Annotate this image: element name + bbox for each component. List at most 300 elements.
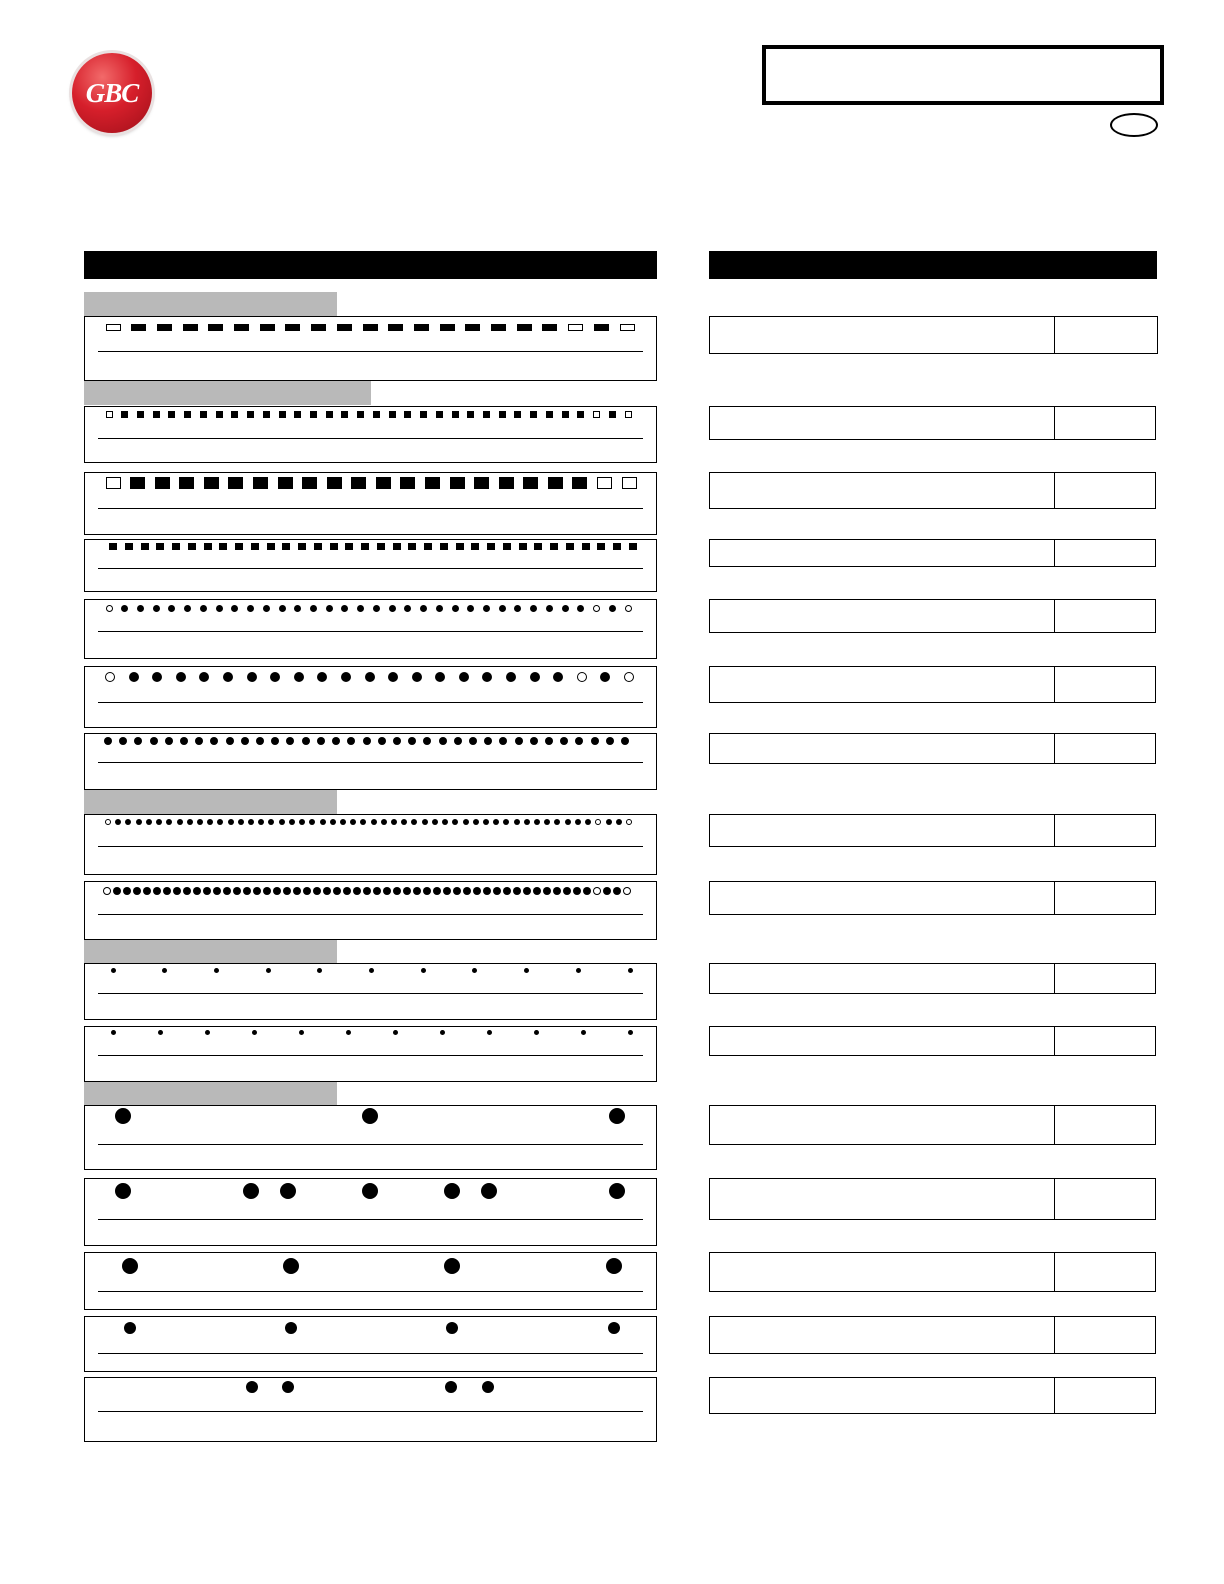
round-hole	[628, 968, 633, 973]
square-hole	[452, 411, 459, 418]
round-hole	[279, 605, 286, 612]
punch-pattern-box	[84, 472, 657, 535]
round-hole	[104, 737, 112, 745]
round-hole	[443, 887, 451, 895]
round-hole	[294, 672, 304, 682]
round-hole	[258, 819, 264, 825]
round-hole	[289, 819, 295, 825]
square-hole	[420, 411, 427, 418]
section-label-1	[84, 292, 337, 316]
square-hole	[278, 477, 293, 489]
round-hole	[373, 605, 380, 612]
open-square-hole	[597, 477, 612, 489]
round-hole	[530, 605, 537, 612]
round-hole	[162, 968, 167, 973]
square-hole	[247, 411, 254, 418]
round-hole	[393, 1030, 398, 1035]
round-hole	[467, 605, 474, 612]
open-round-hole	[105, 672, 115, 682]
round-hole	[563, 887, 571, 895]
round-hole	[119, 737, 127, 745]
round-hole	[609, 1108, 625, 1124]
round-hole	[369, 968, 374, 973]
square-hole	[546, 411, 553, 418]
round-hole	[183, 887, 191, 895]
round-hole	[423, 737, 431, 745]
round-hole	[487, 1030, 492, 1035]
square-hole	[183, 324, 198, 331]
pattern-rule-line	[98, 1219, 643, 1220]
pattern-code-box	[709, 1377, 1156, 1414]
round-hole	[439, 737, 447, 745]
code-box-divider	[1054, 1027, 1055, 1055]
round-hole	[412, 672, 422, 682]
round-hole	[365, 672, 375, 682]
square-hole	[534, 543, 542, 550]
round-hole	[411, 819, 417, 825]
punch-pattern-box	[84, 1178, 657, 1246]
round-hole	[195, 737, 203, 745]
open-square-hole	[625, 411, 632, 418]
round-hole	[226, 737, 234, 745]
open-round-hole	[106, 605, 113, 612]
round-hole	[273, 887, 281, 895]
round-hole	[152, 672, 162, 682]
round-hole	[200, 605, 207, 612]
square-hole	[523, 477, 538, 489]
square-hole	[345, 543, 353, 550]
pattern-code-box	[709, 1316, 1156, 1354]
round-hole	[263, 887, 271, 895]
round-hole	[121, 605, 128, 612]
round-hole	[534, 819, 540, 825]
square-hole	[263, 411, 270, 418]
square-hole	[337, 324, 352, 331]
round-hole	[513, 887, 521, 895]
round-hole	[177, 819, 183, 825]
square-hole	[577, 411, 584, 418]
round-hole	[343, 887, 351, 895]
round-hole	[575, 819, 581, 825]
round-hole	[136, 819, 142, 825]
round-hole	[294, 605, 301, 612]
square-hole	[436, 411, 443, 418]
square-hole	[499, 477, 514, 489]
punch-pattern-box	[84, 1105, 657, 1170]
square-hole	[204, 477, 219, 489]
round-hole	[514, 819, 520, 825]
logo-text: GBC	[85, 77, 139, 108]
round-hole	[389, 605, 396, 612]
round-hole	[473, 819, 479, 825]
round-hole	[283, 887, 291, 895]
punch-pattern-box	[84, 963, 657, 1020]
square-hole	[517, 324, 532, 331]
round-hole	[303, 887, 311, 895]
round-hole	[129, 672, 139, 682]
round-hole	[583, 887, 591, 895]
punch-pattern-box	[84, 1252, 657, 1310]
pattern-code-box	[709, 963, 1156, 994]
round-hole	[616, 819, 622, 825]
pattern-code-box	[709, 1252, 1156, 1292]
round-hole	[176, 672, 186, 682]
round-hole	[420, 605, 427, 612]
round-hole	[562, 605, 569, 612]
round-hole	[256, 737, 264, 745]
round-hole	[600, 672, 610, 682]
code-box-divider	[1054, 1106, 1055, 1144]
pattern-rule-line	[98, 914, 643, 915]
round-hole	[199, 672, 209, 682]
pattern-rule-line	[98, 1291, 643, 1292]
round-hole	[463, 819, 469, 825]
square-hole	[474, 477, 489, 489]
open-round-hole	[105, 819, 111, 825]
round-hole	[445, 1381, 457, 1393]
round-hole	[223, 887, 231, 895]
round-hole	[440, 1030, 445, 1035]
round-hole	[210, 737, 218, 745]
round-hole	[347, 737, 355, 745]
round-hole	[150, 737, 158, 745]
round-hole	[603, 887, 611, 895]
square-hole	[357, 411, 364, 418]
round-hole	[111, 968, 116, 973]
round-hole	[576, 968, 581, 973]
square-hole	[216, 411, 223, 418]
round-hole	[187, 819, 193, 825]
square-hole	[440, 324, 455, 331]
round-hole	[285, 1322, 297, 1334]
round-hole	[156, 819, 162, 825]
square-hole	[465, 324, 480, 331]
square-hole	[550, 543, 558, 550]
round-hole	[554, 819, 560, 825]
square-hole	[548, 477, 563, 489]
round-hole	[577, 605, 584, 612]
round-hole	[609, 1183, 625, 1199]
square-hole	[389, 411, 396, 418]
round-hole	[317, 672, 327, 682]
round-hole	[446, 1322, 458, 1334]
square-hole	[613, 543, 621, 550]
round-hole	[530, 737, 538, 745]
square-hole	[572, 477, 587, 489]
round-hole	[533, 887, 541, 895]
pattern-code-box	[709, 539, 1156, 567]
code-box-divider	[1054, 667, 1055, 702]
round-hole	[146, 819, 152, 825]
square-hole	[456, 543, 464, 550]
square-hole	[302, 477, 317, 489]
round-hole	[286, 737, 294, 745]
right-column-header	[709, 251, 1157, 279]
code-box-divider	[1054, 540, 1055, 566]
square-hole	[184, 411, 191, 418]
round-hole	[585, 819, 591, 825]
open-round-hole	[626, 819, 632, 825]
round-hole	[493, 887, 501, 895]
pattern-rule-line	[98, 508, 643, 509]
round-hole	[333, 887, 341, 895]
round-hole	[214, 968, 219, 973]
round-hole	[252, 1030, 257, 1035]
round-hole	[203, 887, 211, 895]
pattern-rule-line	[98, 702, 643, 703]
square-hole	[231, 411, 238, 418]
round-hole	[205, 1030, 210, 1035]
round-hole	[483, 605, 490, 612]
square-hole	[414, 324, 429, 331]
round-hole	[228, 819, 234, 825]
round-hole	[444, 1258, 460, 1274]
square-hole	[376, 477, 391, 489]
square-hole	[542, 324, 557, 331]
round-hole	[609, 605, 616, 612]
round-hole	[432, 819, 438, 825]
round-hole	[503, 887, 511, 895]
round-hole	[115, 819, 121, 825]
code-box-divider	[1054, 734, 1055, 763]
round-hole	[243, 887, 251, 895]
round-hole	[452, 605, 459, 612]
open-round-hole	[595, 819, 601, 825]
round-hole	[573, 887, 581, 895]
open-round-hole	[623, 887, 631, 895]
pattern-code-box	[709, 472, 1156, 509]
round-hole	[243, 1183, 259, 1199]
square-hole	[408, 543, 416, 550]
pattern-rule-line	[98, 762, 643, 763]
punch-pattern-box	[84, 1377, 657, 1442]
round-hole	[163, 887, 171, 895]
round-hole	[393, 887, 401, 895]
punch-pattern-box	[84, 814, 657, 875]
code-box-divider	[1054, 473, 1055, 508]
pattern-rule-line	[98, 846, 643, 847]
square-hole	[311, 324, 326, 331]
round-hole	[216, 605, 223, 612]
code-box-divider	[1054, 882, 1055, 914]
square-hole	[467, 411, 474, 418]
round-hole	[362, 1183, 378, 1199]
round-hole	[530, 672, 540, 682]
gbc-logo	[72, 53, 152, 133]
round-hole	[125, 819, 131, 825]
punch-pattern-box	[84, 539, 657, 592]
pattern-code-box	[709, 406, 1156, 440]
pattern-rule-line	[98, 1411, 643, 1412]
square-hole	[388, 324, 403, 331]
round-hole	[362, 1108, 378, 1124]
round-hole	[184, 605, 191, 612]
square-hole	[228, 477, 243, 489]
square-hole	[562, 411, 569, 418]
round-hole	[483, 887, 491, 895]
round-hole	[283, 1258, 299, 1274]
square-hole	[393, 543, 401, 550]
round-hole	[534, 1030, 539, 1035]
square-hole	[219, 543, 227, 550]
round-hole	[545, 737, 553, 745]
round-hole	[310, 605, 317, 612]
section-label-4	[84, 940, 337, 964]
round-hole	[299, 1030, 304, 1035]
pattern-code-box	[709, 733, 1156, 764]
code-box-divider	[1054, 1253, 1055, 1291]
pattern-code-box	[709, 1105, 1156, 1145]
square-hole	[424, 543, 432, 550]
square-hole	[130, 477, 145, 489]
open-round-hole	[593, 887, 601, 895]
round-hole	[231, 605, 238, 612]
round-hole	[122, 1258, 138, 1274]
punch-pattern-box	[84, 599, 657, 659]
round-hole	[341, 672, 351, 682]
round-hole	[217, 819, 223, 825]
punch-pattern-box	[84, 733, 657, 790]
round-hole	[299, 819, 305, 825]
round-hole	[546, 605, 553, 612]
square-hole	[141, 543, 149, 550]
square-hole	[279, 411, 286, 418]
square-hole	[351, 477, 366, 489]
round-hole	[481, 1183, 497, 1199]
round-hole	[523, 887, 531, 895]
round-hole	[143, 887, 151, 895]
round-hole	[524, 819, 530, 825]
round-hole	[320, 819, 326, 825]
open-round-hole	[593, 605, 600, 612]
open-square-hole	[593, 411, 600, 418]
square-hole	[594, 324, 609, 331]
round-hole	[153, 605, 160, 612]
square-hole	[294, 411, 301, 418]
round-hole	[134, 737, 142, 745]
square-hole	[629, 543, 637, 550]
round-hole	[403, 887, 411, 895]
square-hole	[109, 543, 117, 550]
square-hole	[172, 543, 180, 550]
code-box-divider	[1054, 1179, 1055, 1219]
round-hole	[180, 737, 188, 745]
round-hole	[413, 887, 421, 895]
punch-pattern-box	[84, 1026, 657, 1082]
punch-pattern-box	[84, 1316, 657, 1372]
square-hole	[137, 411, 144, 418]
square-hole	[503, 543, 511, 550]
round-hole	[137, 605, 144, 612]
square-hole	[285, 324, 300, 331]
square-hole	[330, 543, 338, 550]
pattern-code-box	[709, 316, 1158, 354]
square-hole	[425, 477, 440, 489]
round-hole	[391, 819, 397, 825]
round-hole	[302, 737, 310, 745]
square-hole	[400, 477, 415, 489]
round-hole	[453, 887, 461, 895]
left-column-header	[84, 251, 657, 279]
pattern-rule-line	[98, 1353, 643, 1354]
square-hole	[314, 543, 322, 550]
round-hole	[442, 819, 448, 825]
round-hole	[608, 1322, 620, 1334]
round-hole	[133, 887, 141, 895]
square-hole	[156, 543, 164, 550]
round-hole	[373, 887, 381, 895]
round-hole	[484, 737, 492, 745]
round-hole	[241, 737, 249, 745]
square-hole	[326, 411, 333, 418]
round-hole	[408, 737, 416, 745]
square-hole	[251, 543, 259, 550]
round-hole	[266, 968, 271, 973]
round-hole	[381, 819, 387, 825]
square-hole	[609, 411, 616, 418]
square-hole	[208, 324, 223, 331]
open-square-hole	[568, 324, 583, 331]
round-hole	[213, 887, 221, 895]
round-hole	[113, 887, 121, 895]
round-hole	[309, 819, 315, 825]
round-hole	[482, 1381, 494, 1393]
punch-pattern-box	[84, 666, 657, 728]
round-hole	[346, 1030, 351, 1035]
pattern-code-box	[709, 599, 1156, 633]
round-hole	[246, 1381, 258, 1393]
square-hole	[234, 324, 249, 331]
open-round-hole	[625, 605, 632, 612]
round-hole	[332, 737, 340, 745]
round-hole	[350, 819, 356, 825]
square-hole	[514, 411, 521, 418]
round-hole	[115, 1183, 131, 1199]
pattern-rule-line	[98, 351, 643, 352]
square-hole	[519, 543, 527, 550]
square-hole	[566, 543, 574, 550]
round-hole	[340, 819, 346, 825]
round-hole	[193, 887, 201, 895]
square-hole	[157, 324, 172, 331]
pattern-code-box	[709, 666, 1156, 703]
square-hole	[125, 543, 133, 550]
round-hole	[271, 737, 279, 745]
round-hole	[111, 1030, 116, 1035]
round-hole	[238, 819, 244, 825]
square-hole	[253, 477, 268, 489]
round-hole	[421, 968, 426, 973]
round-hole	[544, 819, 550, 825]
square-hole	[582, 543, 590, 550]
round-hole	[499, 605, 506, 612]
round-hole	[293, 887, 301, 895]
square-hole	[260, 324, 275, 331]
section-label-2	[84, 381, 371, 405]
round-hole	[247, 672, 257, 682]
round-hole	[581, 1030, 586, 1035]
pattern-code-box	[709, 1178, 1156, 1220]
round-hole	[317, 737, 325, 745]
open-square-hole	[622, 477, 637, 489]
round-hole	[383, 887, 391, 895]
round-hole	[543, 887, 551, 895]
round-hole	[575, 737, 583, 745]
punch-pattern-box	[84, 316, 657, 381]
round-hole	[606, 737, 614, 745]
square-hole	[267, 543, 275, 550]
pattern-code-box	[709, 1026, 1156, 1056]
